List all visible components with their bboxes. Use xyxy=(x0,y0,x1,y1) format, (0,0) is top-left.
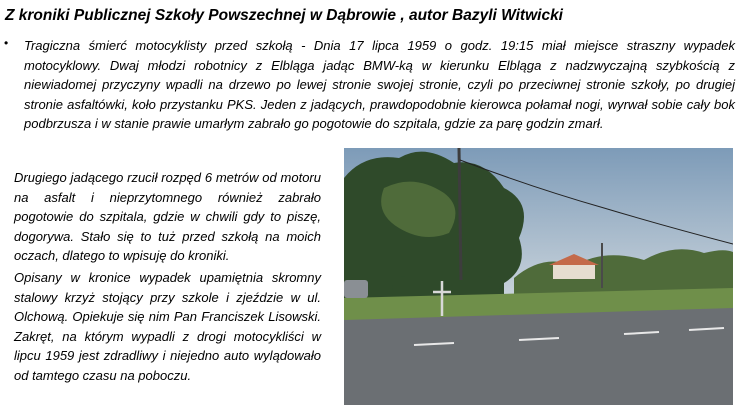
roadside-photo xyxy=(344,148,733,405)
parked-car xyxy=(344,280,368,298)
bullet-paragraph xyxy=(4,36,735,134)
paragraph-accident-description: Tragiczna śmierć motocyklisty przed szkołą - Dnia 17 lipca 1959 o godz. 19:15 miał miejsce straszny wypadek motocyklowy. Dwaj młodzi robotnicy z Elbląga jadąc BMW-ką w kierunku Elbląga z nadzwyczajną szybkością z niewiadomej przyczyny wpadli na drzewo po lewej stronie swojej stronie, czyli po przeciwnej stronie szkoły, po drugiej stronie asfaltówki, koło przystanku PKS. Jeden z jadących, prawdopodobnie kierowca połamał nogi, wyrwał sobie cały bok podbrzusza i w stanie prawie umarłym zabrało go pogotowie do szpitala, gdzie za parę godzin zmarł. xyxy=(24,38,735,132)
house-wall xyxy=(553,265,595,279)
utility-pole-left xyxy=(459,148,461,280)
left-text-column xyxy=(14,168,321,386)
paragraph-second-rider: Drugiego jadącego rzucił rozpęd 6 metrów od motoru na asfalt i nieprzytomnego również zabrało pogotowie do szpitala, gdzie w chwili gdy to piszę, dogorywa. Stało się to tuż przed szkołą na moich oczach, dlatego to wpisuję do kroniki. xyxy=(14,170,321,264)
paragraph-memorial-cross: Opisany w kronice wypadek upamiętnia skromny stalowy krzyż stojący przy szkole i zjeździe w ul. Olchową. Opiekuje się nim Pan Franciszek Lisowski. Zakręt, na którym wypadli z drogi motocykliści w lipcu 1959 jest zdradliwy i niejedno auto wylądowało od tamtego czasu na poboczu. xyxy=(14,269,321,383)
roadside-photo-drawing xyxy=(344,148,733,405)
asphalt-road xyxy=(344,308,733,405)
bullet-icon: • xyxy=(4,36,9,50)
document-title: Z kroniki Publicznej Szkoły Powszechnej w Dąbrowie , autor Bazyli Witwicki xyxy=(5,7,563,24)
